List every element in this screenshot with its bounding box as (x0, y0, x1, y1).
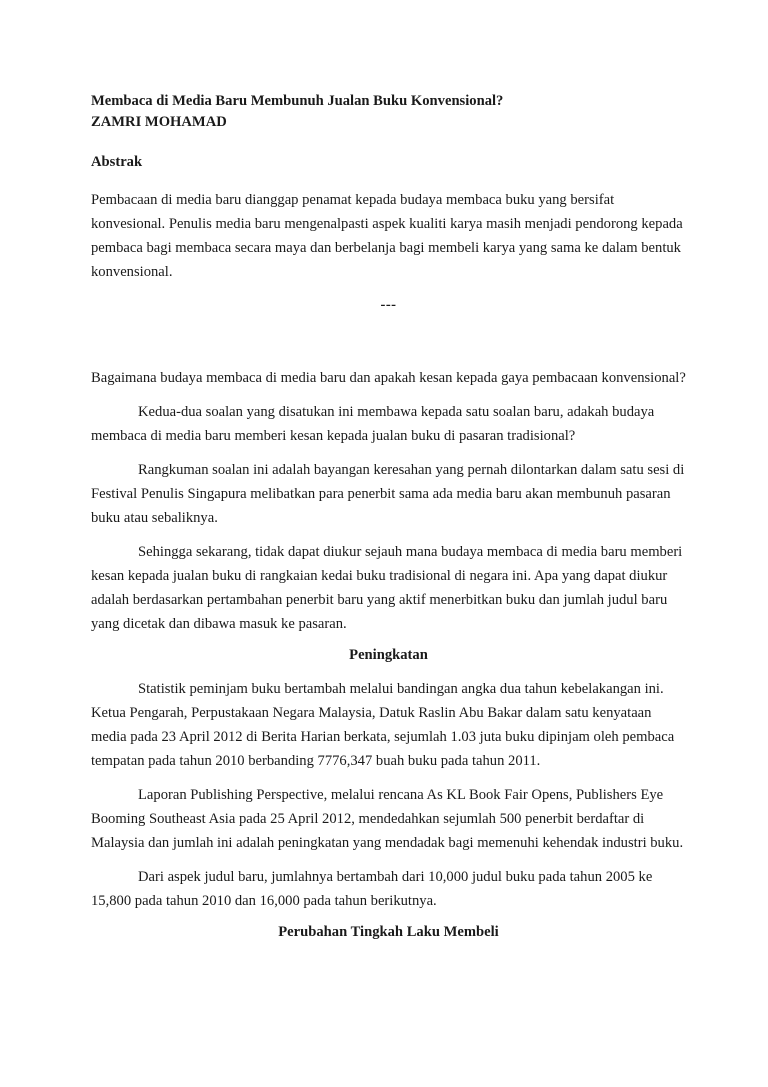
body-paragraph: Statistik peminjam buku bertambah melalui bandingan angka dua tahun kebelakangan ini. Ketua Pengarah, Perpustakaan Negara Malaysia, Datuk Raslin Abu Bakar dalam satu kenyataan media pada 23 April 2012 di Berita Harian berkata, sejumlah 1.03 juta buku dipinjam oleh pembaca tempatan pada tahun 2010 berbanding 7776,347 buah buku pada tahun 2011. (91, 681, 675, 769)
section-heading-peningkatan: Peningkatan (349, 647, 428, 663)
body-paragraph: Kedua-dua soalan yang disatukan ini membawa kepada satu soalan baru, adakah budaya membaca di media baru memberi kesan kepada jualan buku di pasaran tradisional? (91, 404, 655, 444)
body-paragraph: Laporan Publishing Perspective, melalui rencana As KL Book Fair Opens, Publishers Eye Booming Southeast Asia pada 25 April 2012, mendedahkan sejumlah 500 penerbit berdaftar di Malaysia dan jumlah ini adalah peningkatan yang mendadak bagi memenuhi kehendak industri buku. (91, 787, 684, 851)
abstract-text: Pembacaan di media baru dianggap penamat kepada budaya membaca buku yang bersifat konvesional. Penulis media baru mengenalpasti aspek kualiti karya masih menjadi pendorong kepada pembaca bagi membaca secara maya dan berbelanja bagi membeli karya yang sama ke dalam bentuk konvensional. (91, 192, 683, 280)
article-author: ZAMRI MOHAMAD (91, 114, 227, 130)
opening-question: Bagaimana budaya membaca di media baru dan apakah kesan kepada gaya pembacaan konvensional? (91, 370, 686, 386)
body-paragraph: Sehingga sekarang, tidak dapat diukur sejauh mana budaya membaca di media baru memberi kesan kepada jualan buku di rangkaian kedai buku tradisional di negara ini. Apa yang dapat diukur adalah berdasarkan pertambahan penerbit baru yang aktif menerbitkan buku dan jumlah judul baru yang dicetak dan dibawa masuk ke pasaran. (91, 544, 683, 632)
document-content (91, 91, 686, 944)
article-title: Membaca di Media Baru Membunuh Jualan Buku Konvensional? (91, 93, 504, 109)
title-block (91, 91, 686, 133)
section-separator: --- (380, 297, 397, 313)
body-paragraph: Dari aspek judul baru, jumlahnya bertambah dari 10,000 judul buku pada tahun 2005 ke 15,800 pada tahun 2010 dan 16,000 pada tahun berikutnya. (91, 869, 653, 909)
body-paragraph: Rangkuman soalan ini adalah bayangan keresahan yang pernah dilontarkan dalam satu sesi di Festival Penulis Singapura melibatkan para penerbit sama ada media baru akan membunuh pasaran buku atau sebaliknya. (91, 462, 685, 526)
abstract-heading: Abstrak (91, 154, 143, 170)
section-heading-perubahan: Perubahan Tingkah Laku Membeli (278, 924, 499, 940)
